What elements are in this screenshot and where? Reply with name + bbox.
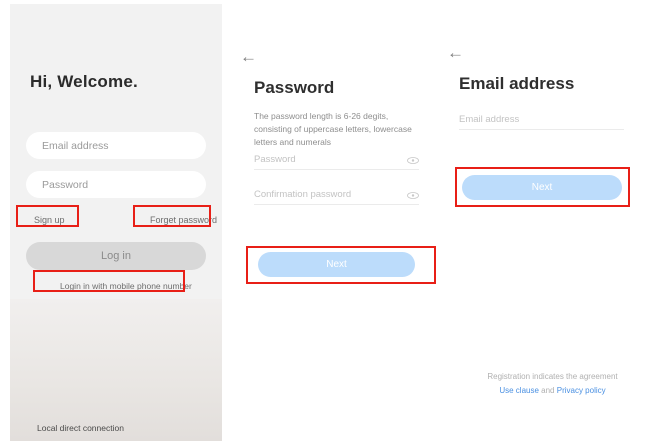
- eye-icon[interactable]: [407, 156, 419, 165]
- eye-icon[interactable]: [407, 191, 419, 200]
- password-screen: [236, 0, 436, 445]
- agreement-text: Registration indicates the agreement: [487, 372, 618, 381]
- welcome-title: Hi, Welcome.: [30, 72, 138, 91]
- registration-agreement-text: [470, 370, 635, 397]
- page-title: Email address: [459, 74, 575, 93]
- password-field-placeholder: Password: [42, 178, 89, 191]
- page-title: Password: [254, 78, 335, 97]
- sign-up-link[interactable]: Sign up: [34, 215, 65, 225]
- password-input[interactable]: [254, 152, 419, 170]
- next-button-label: Next: [326, 259, 347, 270]
- email-input[interactable]: [459, 112, 624, 130]
- next-button-label: Next: [531, 182, 553, 193]
- agreement-and: and: [538, 385, 557, 395]
- local-direct-connection-link[interactable]: Local direct connection: [37, 423, 124, 433]
- confirm-password-input[interactable]: [254, 187, 419, 205]
- password-input-placeholder: Password: [254, 154, 296, 165]
- next-button[interactable]: [462, 175, 622, 200]
- next-button[interactable]: [258, 252, 415, 277]
- log-in-button-label: Log in: [101, 250, 131, 262]
- use-clause-link[interactable]: Use clause: [499, 385, 539, 395]
- privacy-policy-link[interactable]: Privacy policy: [556, 385, 606, 395]
- email-field[interactable]: [26, 132, 206, 159]
- password-rules-text: The password length is 6-26 degits, consisting of uppercase letters, lowercase letters and numerals: [254, 111, 412, 148]
- mobile-phone-login-link[interactable]: Login in with mobile phone number: [60, 281, 192, 291]
- back-arrow-icon[interactable]: ←: [240, 47, 257, 66]
- email-input-placeholder: Email address: [459, 114, 520, 125]
- forget-password-link[interactable]: Forget password: [150, 215, 218, 225]
- email-field-placeholder: Email address: [42, 139, 109, 152]
- confirm-password-input-placeholder: Confirmation password: [254, 189, 352, 200]
- log-in-button[interactable]: [26, 242, 206, 270]
- decorative-room-scene: [10, 299, 222, 441]
- back-arrow-icon[interactable]: ←: [447, 43, 464, 62]
- password-field[interactable]: [26, 171, 206, 198]
- login-screen: [10, 4, 222, 441]
